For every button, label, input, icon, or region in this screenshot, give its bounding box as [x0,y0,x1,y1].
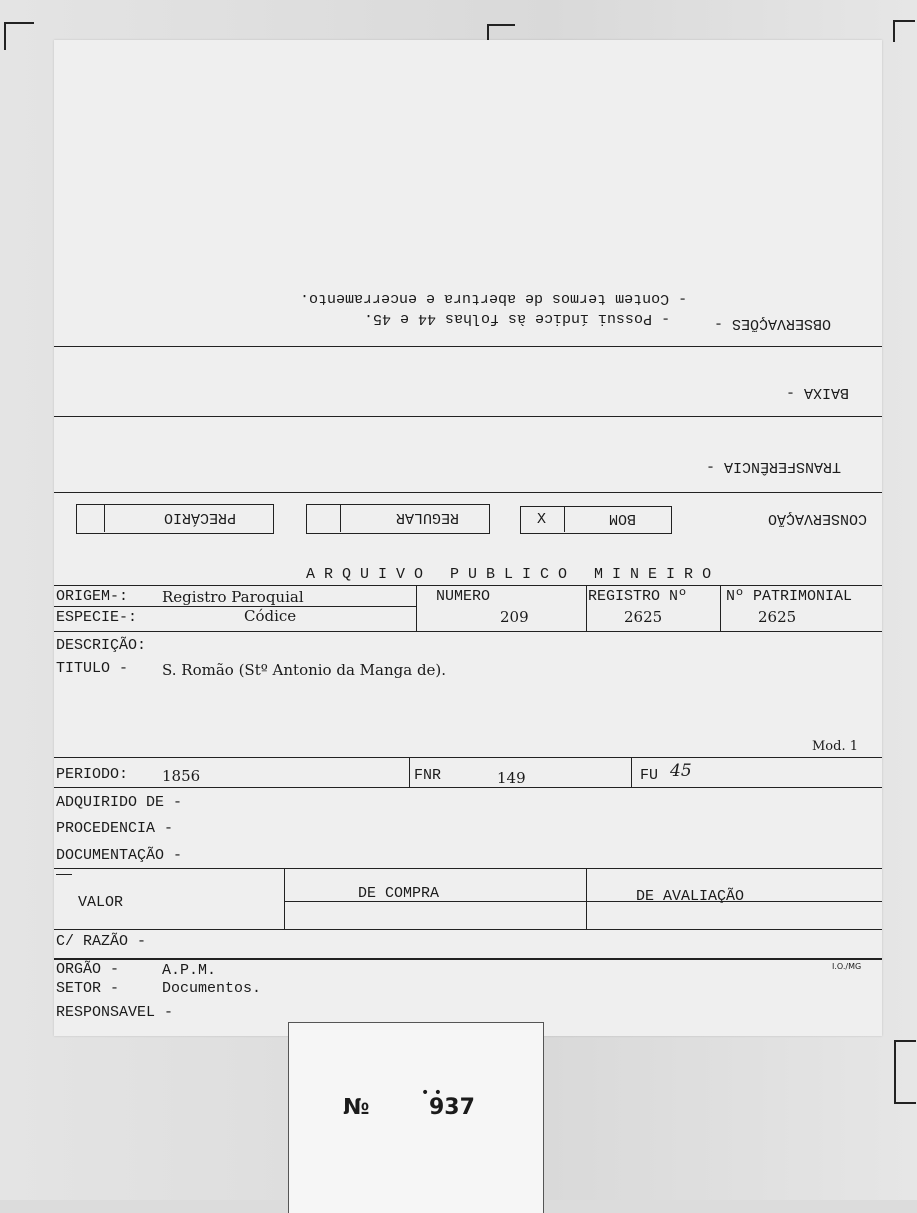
orgao-value: A.P.M. [162,962,217,979]
adquirido-label: ADQUIRIDO DE - [56,794,183,811]
precario-divider [104,504,105,532]
ticket-dots: • • [421,1085,442,1101]
number-sign: № [343,1095,370,1120]
conservacao-label: CONSERVAÇÃO [768,510,868,527]
regular-label: REGULAR [396,509,460,526]
divider-fu [631,757,632,787]
divider-fnr [409,757,410,787]
divider-avaliacao [586,868,587,930]
avaliacao-label: DE AVALIAÇÃO [636,888,745,905]
crop-mark-top-left [4,22,34,50]
patrimonial-value: 2625 [758,608,797,626]
valor-label: VALOR [78,894,124,911]
bom-label: BOM [609,510,637,527]
crop-mark-right [893,20,915,42]
origem-label: ORIGEM-: [56,588,129,605]
especie-label: ESPECIE-: [56,609,138,626]
bom-divider [564,506,565,532]
setor-value: Documentos. [162,980,262,997]
titulo-label: TITULO - [56,660,129,677]
io-mark: I.O./MG [832,962,862,971]
transferencia-label: TRANSFERÊNCIA - [706,458,842,475]
baixa-label: BAIXA - [786,384,850,401]
numero-value: 209 [500,608,529,626]
periodo-value: 1856 [162,767,201,785]
rule-especie [54,631,882,632]
rule-razao [54,958,882,960]
observacoes-line-2: - Contem termos de abertura e encerramento. [300,290,688,307]
divider-patrimonial [720,585,721,632]
responsavel-label: RESPONSAVEL - [56,1004,174,1021]
divider-numero [416,585,417,632]
rule-origem-underline [54,606,416,607]
rule-documentacao [54,868,882,869]
registro-label: REGISTRO Nº [588,588,688,605]
origem-value: Registro Paroquial [162,588,304,606]
catalog-card [54,40,882,1036]
rule-periodo [54,787,882,788]
bom-mark: X [537,511,547,528]
especie-value: Códice [244,607,297,625]
rule-documentacao-mark [56,874,72,875]
procedencia-label: PROCEDENCIA - [56,820,174,837]
divider-registro [586,585,587,632]
ticket-number: 937 [429,1095,475,1120]
descricao-label: DESCRIÇÃO: [56,637,147,654]
rule-obs [54,346,882,347]
fu-label: FU [640,767,659,784]
setor-label: SETOR - [56,980,120,997]
orgao-label: ORGÃO - [56,961,120,978]
fnr-value: 149 [497,769,526,787]
crop-mark-right-lower [894,1040,916,1104]
fnr-label: FNR [414,767,442,784]
rule-baixa [54,416,882,417]
compra-label: DE COMPRA [358,885,440,902]
documentacao-label: DOCUMENTAÇÃO - [56,847,183,864]
titulo-value: S. Romão (Stº Antonio da Manga de). [162,661,447,679]
mod-label: Mod. 1 [812,739,858,754]
registro-value: 2625 [624,608,663,626]
patrimonial-label: Nº PATRIMONIAL [726,588,853,605]
regular-divider [340,504,341,532]
numero-label: NUMERO [436,588,491,605]
number-ticket [288,1022,544,1213]
rule-descricao [54,757,882,758]
precario-label: PRECÁRIO [164,509,237,526]
razao-label: C/ RAZÃO - [56,933,147,950]
rule-valor-mid [284,901,882,902]
rule-transferencia [54,492,882,493]
fu-value: 45 [670,761,692,781]
periodo-label: PERIODO: [56,766,129,783]
rule-valor [54,929,882,930]
observacoes-label: OBSERVAÇÕES - [714,315,832,332]
archive-title: A R Q U I V O P U B L I C O M I N E I R O [306,566,712,583]
observacoes-line-1: - Possui índice às folhas 44 e 45. [364,310,671,327]
divider-compra [284,868,285,930]
rule-header [54,585,882,586]
